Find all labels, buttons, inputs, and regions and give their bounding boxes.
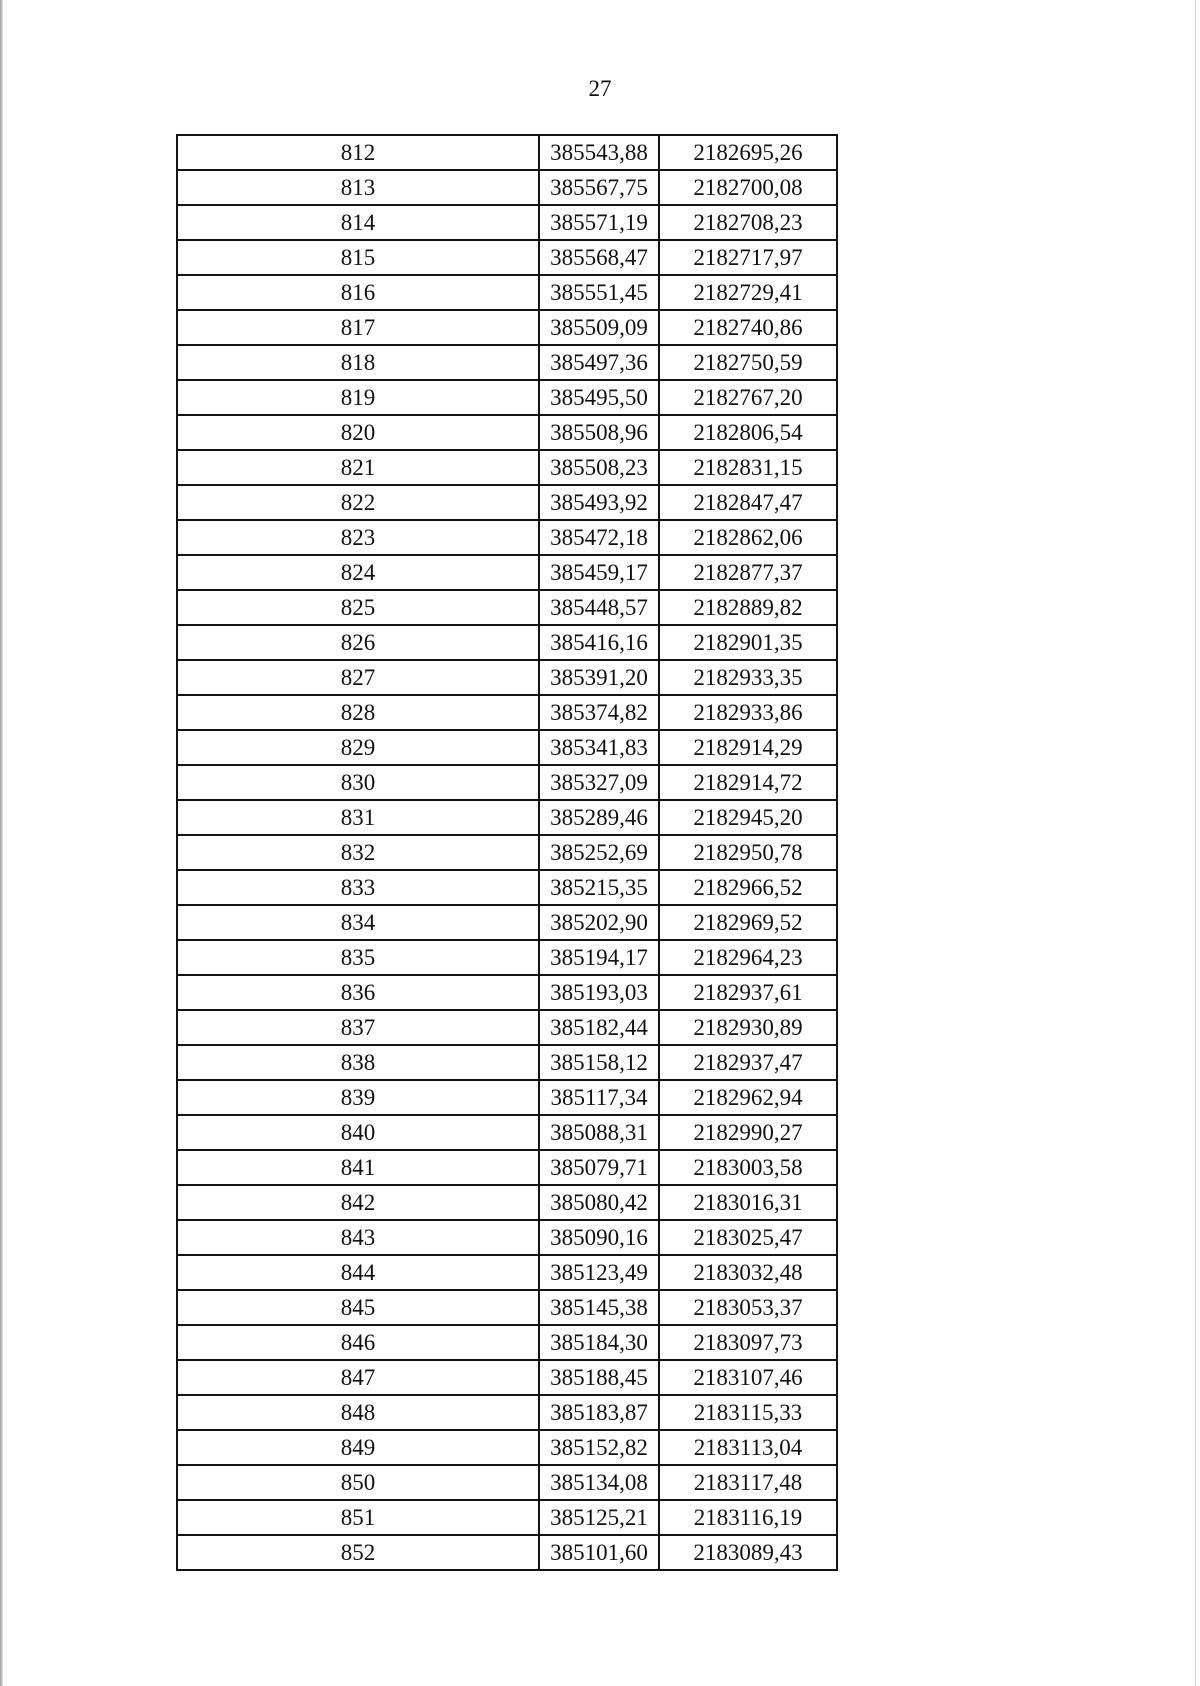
table-row (177, 660, 837, 695)
x-coordinate-cell: 385374,82 (539, 695, 659, 730)
x-coordinate-cell: 385079,71 (539, 1150, 659, 1185)
point-number-cell: 812 (177, 135, 539, 170)
point-number-cell: 839 (177, 1080, 539, 1115)
table-row (177, 1255, 837, 1290)
x-coordinate-cell: 385158,12 (539, 1045, 659, 1080)
point-number-cell: 852 (177, 1535, 539, 1570)
table-row (177, 415, 837, 450)
x-coordinate-cell: 385497,36 (539, 345, 659, 380)
x-coordinate-cell: 385543,88 (539, 135, 659, 170)
y-coordinate-cell: 2182847,47 (659, 485, 837, 520)
y-coordinate-cell: 2183107,46 (659, 1360, 837, 1395)
x-coordinate-cell: 385188,45 (539, 1360, 659, 1395)
y-coordinate-cell: 2183032,48 (659, 1255, 837, 1290)
point-number-cell: 816 (177, 275, 539, 310)
point-number-cell: 830 (177, 765, 539, 800)
x-coordinate-cell: 385508,23 (539, 450, 659, 485)
point-number-cell: 837 (177, 1010, 539, 1045)
point-number-cell: 845 (177, 1290, 539, 1325)
y-coordinate-cell: 2183053,37 (659, 1290, 837, 1325)
table-row (177, 975, 837, 1010)
table-row (177, 1185, 837, 1220)
y-coordinate-cell: 2182945,20 (659, 800, 837, 835)
x-coordinate-cell: 385202,90 (539, 905, 659, 940)
x-coordinate-cell: 385145,38 (539, 1290, 659, 1325)
table-row (177, 870, 837, 905)
x-coordinate-cell: 385571,19 (539, 205, 659, 240)
y-coordinate-cell: 2183016,31 (659, 1185, 837, 1220)
point-number-cell: 825 (177, 590, 539, 625)
table-row (177, 1360, 837, 1395)
table-row (177, 590, 837, 625)
x-coordinate-cell: 385508,96 (539, 415, 659, 450)
x-coordinate-cell: 385341,83 (539, 730, 659, 765)
table-row (177, 1045, 837, 1080)
table-row (177, 310, 837, 345)
point-number-cell: 815 (177, 240, 539, 275)
coordinates-table (176, 134, 838, 1571)
x-coordinate-cell: 385551,45 (539, 275, 659, 310)
y-coordinate-cell: 2182930,89 (659, 1010, 837, 1045)
point-number-cell: 841 (177, 1150, 539, 1185)
y-coordinate-cell: 2182901,35 (659, 625, 837, 660)
x-coordinate-cell: 385472,18 (539, 520, 659, 555)
x-coordinate-cell: 385088,31 (539, 1115, 659, 1150)
table-row (177, 1500, 837, 1535)
x-coordinate-cell: 385252,69 (539, 835, 659, 870)
table-row (177, 275, 837, 310)
y-coordinate-cell: 2182990,27 (659, 1115, 837, 1150)
y-coordinate-cell: 2183116,19 (659, 1500, 837, 1535)
y-coordinate-cell: 2183113,04 (659, 1430, 837, 1465)
page-number: 27 (588, 76, 612, 101)
point-number-cell: 826 (177, 625, 539, 660)
point-number-cell: 822 (177, 485, 539, 520)
table-row (177, 625, 837, 660)
x-coordinate-cell: 385215,35 (539, 870, 659, 905)
y-coordinate-cell: 2182695,26 (659, 135, 837, 170)
point-number-cell: 829 (177, 730, 539, 765)
y-coordinate-cell: 2182914,29 (659, 730, 837, 765)
x-coordinate-cell: 385289,46 (539, 800, 659, 835)
scan-edge-right (1195, 0, 1196, 1686)
x-coordinate-cell: 385183,87 (539, 1395, 659, 1430)
y-coordinate-cell: 2182806,54 (659, 415, 837, 450)
y-coordinate-cell: 2182937,47 (659, 1045, 837, 1080)
y-coordinate-cell: 2182966,52 (659, 870, 837, 905)
x-coordinate-cell: 385459,17 (539, 555, 659, 590)
table-row (177, 1290, 837, 1325)
table-row (177, 1325, 837, 1360)
table-row (177, 835, 837, 870)
point-number-cell: 820 (177, 415, 539, 450)
point-number-cell: 817 (177, 310, 539, 345)
point-number-cell: 814 (177, 205, 539, 240)
point-number-cell: 847 (177, 1360, 539, 1395)
table-row (177, 940, 837, 975)
x-coordinate-cell: 385194,17 (539, 940, 659, 975)
y-coordinate-cell: 2182950,78 (659, 835, 837, 870)
point-number-cell: 827 (177, 660, 539, 695)
table-row (177, 1535, 837, 1570)
y-coordinate-cell: 2182708,23 (659, 205, 837, 240)
point-number-cell: 838 (177, 1045, 539, 1080)
point-number-cell: 836 (177, 975, 539, 1010)
point-number-cell: 849 (177, 1430, 539, 1465)
x-coordinate-cell: 385117,34 (539, 1080, 659, 1115)
table-row (177, 1395, 837, 1430)
table-row (177, 1080, 837, 1115)
y-coordinate-cell: 2182862,06 (659, 520, 837, 555)
y-coordinate-cell: 2182969,52 (659, 905, 837, 940)
point-number-cell: 828 (177, 695, 539, 730)
x-coordinate-cell: 385567,75 (539, 170, 659, 205)
point-number-cell: 851 (177, 1500, 539, 1535)
y-coordinate-cell: 2182933,86 (659, 695, 837, 730)
table-row (177, 765, 837, 800)
table-row (177, 905, 837, 940)
x-coordinate-cell: 385509,09 (539, 310, 659, 345)
table-row (177, 695, 837, 730)
x-coordinate-cell: 385493,92 (539, 485, 659, 520)
point-number-cell: 840 (177, 1115, 539, 1150)
y-coordinate-cell: 2182729,41 (659, 275, 837, 310)
table-row (177, 1220, 837, 1255)
point-number-cell: 833 (177, 870, 539, 905)
table-row (177, 205, 837, 240)
x-coordinate-cell: 385448,57 (539, 590, 659, 625)
y-coordinate-cell: 2182767,20 (659, 380, 837, 415)
y-coordinate-cell: 2182740,86 (659, 310, 837, 345)
table-row (177, 1465, 837, 1500)
y-coordinate-cell: 2182889,82 (659, 590, 837, 625)
point-number-cell: 831 (177, 800, 539, 835)
point-number-cell: 834 (177, 905, 539, 940)
x-coordinate-cell: 385101,60 (539, 1535, 659, 1570)
y-coordinate-cell: 2183115,33 (659, 1395, 837, 1430)
y-coordinate-cell: 2182831,15 (659, 450, 837, 485)
table-row (177, 380, 837, 415)
point-number-cell: 823 (177, 520, 539, 555)
table-row (177, 170, 837, 205)
table-row (177, 345, 837, 380)
x-coordinate-cell: 385152,82 (539, 1430, 659, 1465)
y-coordinate-cell: 2182964,23 (659, 940, 837, 975)
y-coordinate-cell: 2183097,73 (659, 1325, 837, 1360)
point-number-cell: 842 (177, 1185, 539, 1220)
y-coordinate-cell: 2182962,94 (659, 1080, 837, 1115)
point-number-cell: 813 (177, 170, 539, 205)
point-number-cell: 846 (177, 1325, 539, 1360)
y-coordinate-cell: 2183089,43 (659, 1535, 837, 1570)
x-coordinate-cell: 385090,16 (539, 1220, 659, 1255)
table-row (177, 450, 837, 485)
x-coordinate-cell: 385184,30 (539, 1325, 659, 1360)
table-row (177, 1010, 837, 1045)
table-row (177, 240, 837, 275)
table-row (177, 520, 837, 555)
y-coordinate-cell: 2182933,35 (659, 660, 837, 695)
point-number-cell: 843 (177, 1220, 539, 1255)
table-row (177, 1115, 837, 1150)
table-row (177, 1150, 837, 1185)
x-coordinate-cell: 385327,09 (539, 765, 659, 800)
coordinates-table-body (177, 135, 837, 1570)
y-coordinate-cell: 2182877,37 (659, 555, 837, 590)
x-coordinate-cell: 385123,49 (539, 1255, 659, 1290)
point-number-cell: 850 (177, 1465, 539, 1500)
y-coordinate-cell: 2182700,08 (659, 170, 837, 205)
y-coordinate-cell: 2183117,48 (659, 1465, 837, 1500)
table-row (177, 135, 837, 170)
table-row (177, 555, 837, 590)
x-coordinate-cell: 385125,21 (539, 1500, 659, 1535)
y-coordinate-cell: 2182937,61 (659, 975, 837, 1010)
x-coordinate-cell: 385416,16 (539, 625, 659, 660)
x-coordinate-cell: 385193,03 (539, 975, 659, 1010)
point-number-cell: 819 (177, 380, 539, 415)
point-number-cell: 844 (177, 1255, 539, 1290)
x-coordinate-cell: 385182,44 (539, 1010, 659, 1045)
scan-edge-left (0, 0, 3, 1686)
x-coordinate-cell: 385495,50 (539, 380, 659, 415)
point-number-cell: 821 (177, 450, 539, 485)
x-coordinate-cell: 385568,47 (539, 240, 659, 275)
point-number-cell: 848 (177, 1395, 539, 1430)
y-coordinate-cell: 2183003,58 (659, 1150, 837, 1185)
point-number-cell: 835 (177, 940, 539, 975)
x-coordinate-cell: 385080,42 (539, 1185, 659, 1220)
table-row (177, 485, 837, 520)
point-number-cell: 818 (177, 345, 539, 380)
y-coordinate-cell: 2182717,97 (659, 240, 837, 275)
x-coordinate-cell: 385391,20 (539, 660, 659, 695)
point-number-cell: 824 (177, 555, 539, 590)
y-coordinate-cell: 2182750,59 (659, 345, 837, 380)
table-row (177, 800, 837, 835)
table-row (177, 1430, 837, 1465)
point-number-cell: 832 (177, 835, 539, 870)
table-row (177, 730, 837, 765)
y-coordinate-cell: 2183025,47 (659, 1220, 837, 1255)
x-coordinate-cell: 385134,08 (539, 1465, 659, 1500)
y-coordinate-cell: 2182914,72 (659, 765, 837, 800)
